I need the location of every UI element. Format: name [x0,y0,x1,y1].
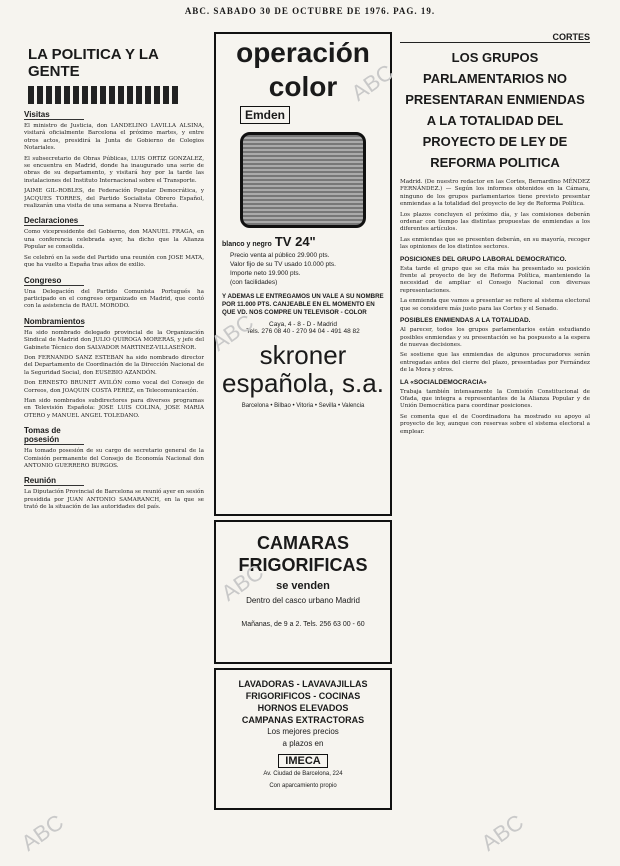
ad2-contact: Mañanas, de 9 a 2. Tels. 256 63 00 - 60 [241,621,365,628]
news-paragraph: Al parecer, todos los grupos parlamentarios están estudiando posibles enmiendas y su presentación se ha pospuesto a la espera de nuevas decisiones. [400,327,590,348]
ad3-line: CAMPANAS EXTRACTORAS [241,715,365,725]
subsection-heading: Reunión [24,476,84,486]
ad2-line2: FRIGORIFICAS [238,555,368,575]
ad-title-line2: color [268,71,338,102]
ad3-address: Av. Ciudad de Barcelona, 224 [263,771,343,777]
headline: LOS GRUPOS PARLAMENTARIOS NO PRESENTARAN ENMIENDAS A LA TOTALIDAD DEL PROYECTO DE LEY DE REFORMA POLITICA [405,50,585,170]
company-name-line2: española, s.a. [222,368,384,398]
subsection-heading: Congreso [24,276,84,286]
news-paragraph: Madrid. (De nuestro redactor en las Cortes, Bernardino MÉNDEZ FERNÁNDEZ.) — Según los informes obtenidos en la Cámara, ninguno de los grupos parlamentarios tiene previsto presentar enmiendas a la totalidad del proyecto de ley de Reforma Política. [400,179,590,208]
news-paragraph: El ministro de Justicia, don LANDELINO LAVILLA ALSINA, visitará oficialmente Barcelona el próximo martes, y entre otros actos, presidirá la Junta de Gobierno de Colegios Notariales. [24,123,204,152]
news-paragraph: Una Delegación del Partido Comunista Portugués ha participado en el congreso organizado en Madrid, que contó con la asistencia de RAUL MORODO. [24,288,204,310]
news-paragraph: La Diputación Provincial de Barcelona se reunió ayer en sesión presidida por JUAN ANTONIO SAMARANCH, en la que se trató de la situación de las autoridades del país. [24,489,204,511]
news-paragraph: Se sostiene que las enmiendas de algunos procuradores serán entregadas antes del cierre del plazo, presentadas por Fernández de la Mora y otros. [400,352,590,374]
subsection-heading: Nombramientos [24,316,85,326]
section-title: LA POLITICA Y LA GENTE [28,46,159,80]
news-paragraph: Esta tarde el grupo que se cita más ha presentado su posición frente al proyecto de ley de Reforma Política, manteniendo la necesidad de ampliar el Consejo Nacional con diversas representaciones. [400,265,590,294]
company-cities: Barcelona • Bilbao • Vitoria • Sevilla • Valencia [241,403,365,409]
ad3-line: HORNOS ELEVADOS [257,703,349,713]
column-cortes [400,32,590,858]
ad-offer: Y ADEMAS LE ENTREGAMOS UN VALE A SU NOMBRE POR 11.000 PTS. CANJEABLE EN EL MOMENTO EN QUE VD. NOS COMPRE UN TELEVISOR - COLOR [222,293,384,316]
news-paragraph: Los plazos concluyen el próximo día, y las comisiones deberán ordenar con tiempo las distintas propuestas de enmiendas a los diferentes artículos. [400,211,590,233]
ad-address: Caya, 4 - 8 - D - Madrid [269,321,337,328]
section-label: CORTES [400,32,590,43]
ad2-line4: Dentro del casco urbano Madrid [246,596,360,605]
ad2-line3: se venden [276,580,330,592]
ad-model: TV 24" [274,234,316,249]
news-paragraph: Se celebró en la sede del Partido una reunión con JOSE MATA, que ha vuelto a España tras años de exilio. [24,254,204,269]
news-paragraph: El subsecretario de Obras Públicas, LUIS ORTIZ GONZALEZ, se encuentra en Madrid, donde ha inaugurado una serie de obras de su departamento, y visitará hoy por la tarde las instalaciones del Instituto Internacional sobre el Transporte. [24,155,204,184]
ad-model-label: blanco y negro [222,241,272,248]
ad-model-row [222,234,390,249]
ad-brand: Emden [240,106,290,124]
page-header: ABC. SABADO 30 DE OCTUBRE DE 1976. PAG. 19. [184,6,436,16]
ad3-line: FRIGORIFICOS - COCINAS [245,691,361,701]
abc-watermark: ABC [16,809,69,856]
title-decoration [28,86,178,104]
tv-advertisement [214,32,392,516]
subsection-heading: Declaraciones [24,216,84,226]
ad3-line: LAVADORAS - LAVAVAJILLAS [238,679,368,689]
news-paragraph: Como vicepresidente del Gobierno, don MANUEL FRAGA, en una conferencia celebrada ayer, ha dicho que la Alianza Popular se consolida. [24,229,204,251]
news-paragraph: Don FERNANDO SANZ ESTEBAN ha sido nombrado director del Departamento de Coordinación de la Dirección Nacional de la Seguridad Social, don EUSEBIO AZANDÓN. [24,354,204,376]
price-note: (con facilidades) [230,279,278,286]
abc-watermark: ABC [346,59,399,106]
news-paragraph: Ha tomado posesión de su cargo de secretario general de la Comisión permanente del Consejo de Economía Nacional don ANTONIO GUERRERO BURGOS. [24,448,204,469]
column-politics [24,32,204,858]
subsection-heading: Tomas de posesión [24,426,84,445]
abc-watermark: ABC [476,809,529,856]
price-line: Valor fijo de su TV usado 10.000 pts. [230,261,336,268]
cortes-body [400,179,590,436]
ad3-note: Con aparcamiento propio [269,783,337,789]
subsection-heading: Visitas [24,110,84,120]
column-ads [214,32,392,858]
ad3-brand: IMECA [278,754,327,768]
ad-title-line1: operación [236,37,370,68]
politics-body [24,110,204,512]
news-paragraph: Don ERNESTO BRUNET AVILÓN como vocal del Consejo de Correos, don JOAQUIN COSTA PEREZ, en Telecomunicación. [24,380,204,394]
price-line: Importe neto 19.900 pts. [230,270,301,277]
news-paragraph: La enmienda que vamos a presentar se refiere al sistema electoral que se considere más justo para las Cortes y el Senado. [400,298,590,312]
ad3-slogan1: Los mejores precios [267,727,339,736]
ad-prices [230,251,390,287]
television-image [240,132,366,228]
appliances-advertisement [214,668,392,810]
news-paragraph: Han sido nombrados subdirectores para diversos programas en Televisión Española: JOSE LUIS COLINA, JOSE MARIA OTERO y MANUEL ANGEL TOLEDANO. [24,397,204,419]
news-paragraph: JAIME GIL-ROBLES, de Federación Popular Democrática, y JACQUES TORRES, del Partido Socialista Obrero Español, realizarán una visita de una semana a Nueva Bretaña. [24,188,204,210]
subheading: LA «SOCIALDEMOCRACIA» [400,378,487,386]
abc-watermark: ABC [206,309,259,356]
subheading: POSICIONES DEL GRUPO LABORAL DEMOCRATICO. [400,255,567,263]
ad3-slogan2: a plazos en [282,739,324,748]
company-name-line1: skroner [259,340,347,370]
ad-phone: Tels. 276 08 40 - 270 94 04 - 491 48 82 [246,328,360,335]
abc-watermark: ABC [216,559,269,606]
news-paragraph: Se comenta que el de Coordinadora ha mostrado su apoyo al proyecto de ley, aunque con reservas sobre el sistema electoral a emplear. [400,413,590,435]
news-paragraph: Trabaja también intensamente la Comisión Constitucional de Ofada, que integra a representantes de la Alianza Popular y de Unión Democrática para coordinar posiciones. [400,388,590,410]
price-line: Precio venta al público 29.900 pts. [230,252,330,259]
ad2-line1: CAMARAS [257,533,349,553]
news-paragraph: Las enmiendas que se presenten deberán, en su mayoría, recoger las opiniones de los distintos sectores. [400,236,590,251]
news-paragraph: Ha sido nombrado delegado provincial de la Organización Sindical de Madrid don JULIO QUIROGA MORERAS, y jefe del Gabinete Técnico don SALVADOR MARTINEZ-VILLASEÑOR. [24,329,204,351]
subheading: POSIBLES ENMIENDAS A LA TOTALIDAD. [400,317,531,325]
